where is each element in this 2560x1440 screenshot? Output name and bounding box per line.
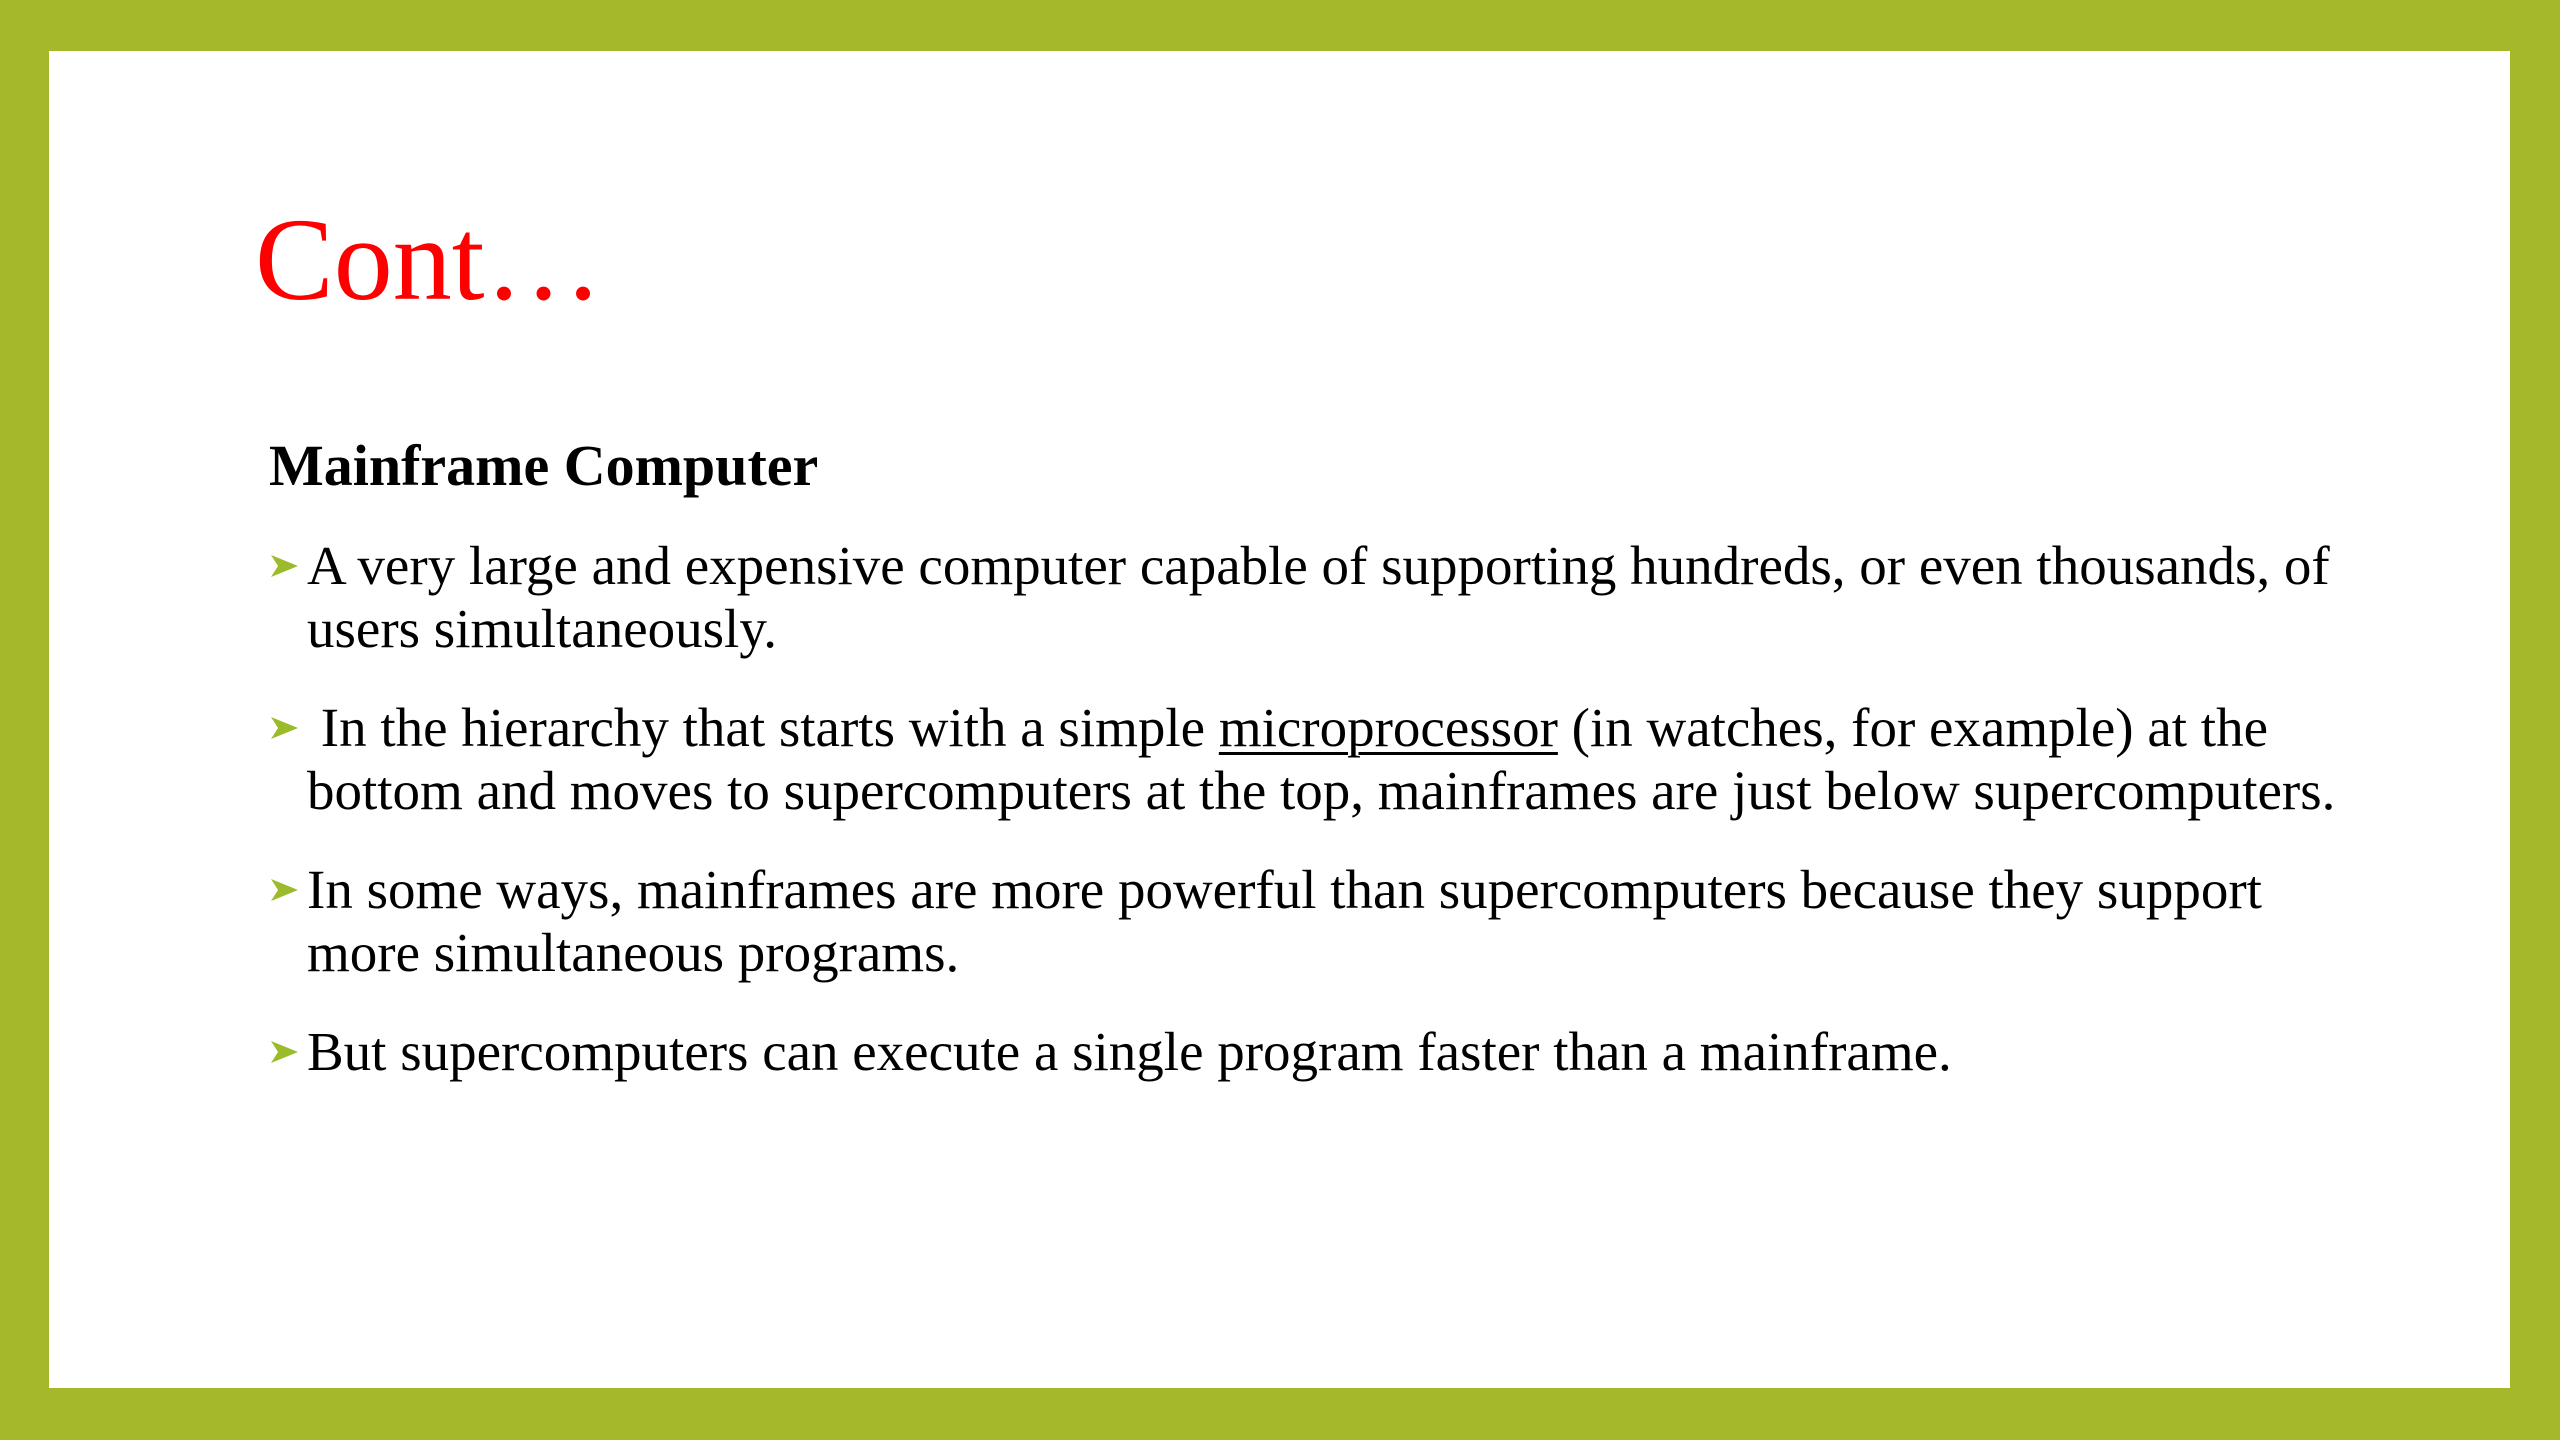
bullet-text: But supercomputers can execute a single program faster than a mainframe. [307,1020,1952,1082]
bullet-list [269,534,2369,1083]
bullet-text: In some ways, mainframes are more powerful than supercomputers because they support more simultaneous programs. [307,858,2262,983]
microprocessor-link[interactable]: microprocessor [1218,696,1558,758]
slide-title: Cont… [255,194,603,325]
arrow-bullet-icon [269,1020,301,1083]
bullet-text-suffix: (in watches, for example) at the bottom and moves to supercomputers at the top, mainframes are just below supercomputers. [307,696,2336,821]
bullet-item [269,696,2369,822]
slide [49,51,2510,1388]
section-heading: Mainframe Computer [269,433,819,498]
bullet-item [269,858,2369,984]
arrow-bullet-icon [269,696,301,759]
slide-content [269,434,2369,1119]
bullet-item [269,1020,2369,1083]
bullet-text: A very large and expensive computer capable of supporting hundreds, or even thousands, of users simultaneously. [307,534,2330,659]
bullet-text-prefix: In the hierarchy that starts with a simple [307,696,1219,758]
arrow-bullet-icon [269,534,301,597]
bullet-item [269,534,2369,660]
arrow-bullet-icon [269,858,301,921]
